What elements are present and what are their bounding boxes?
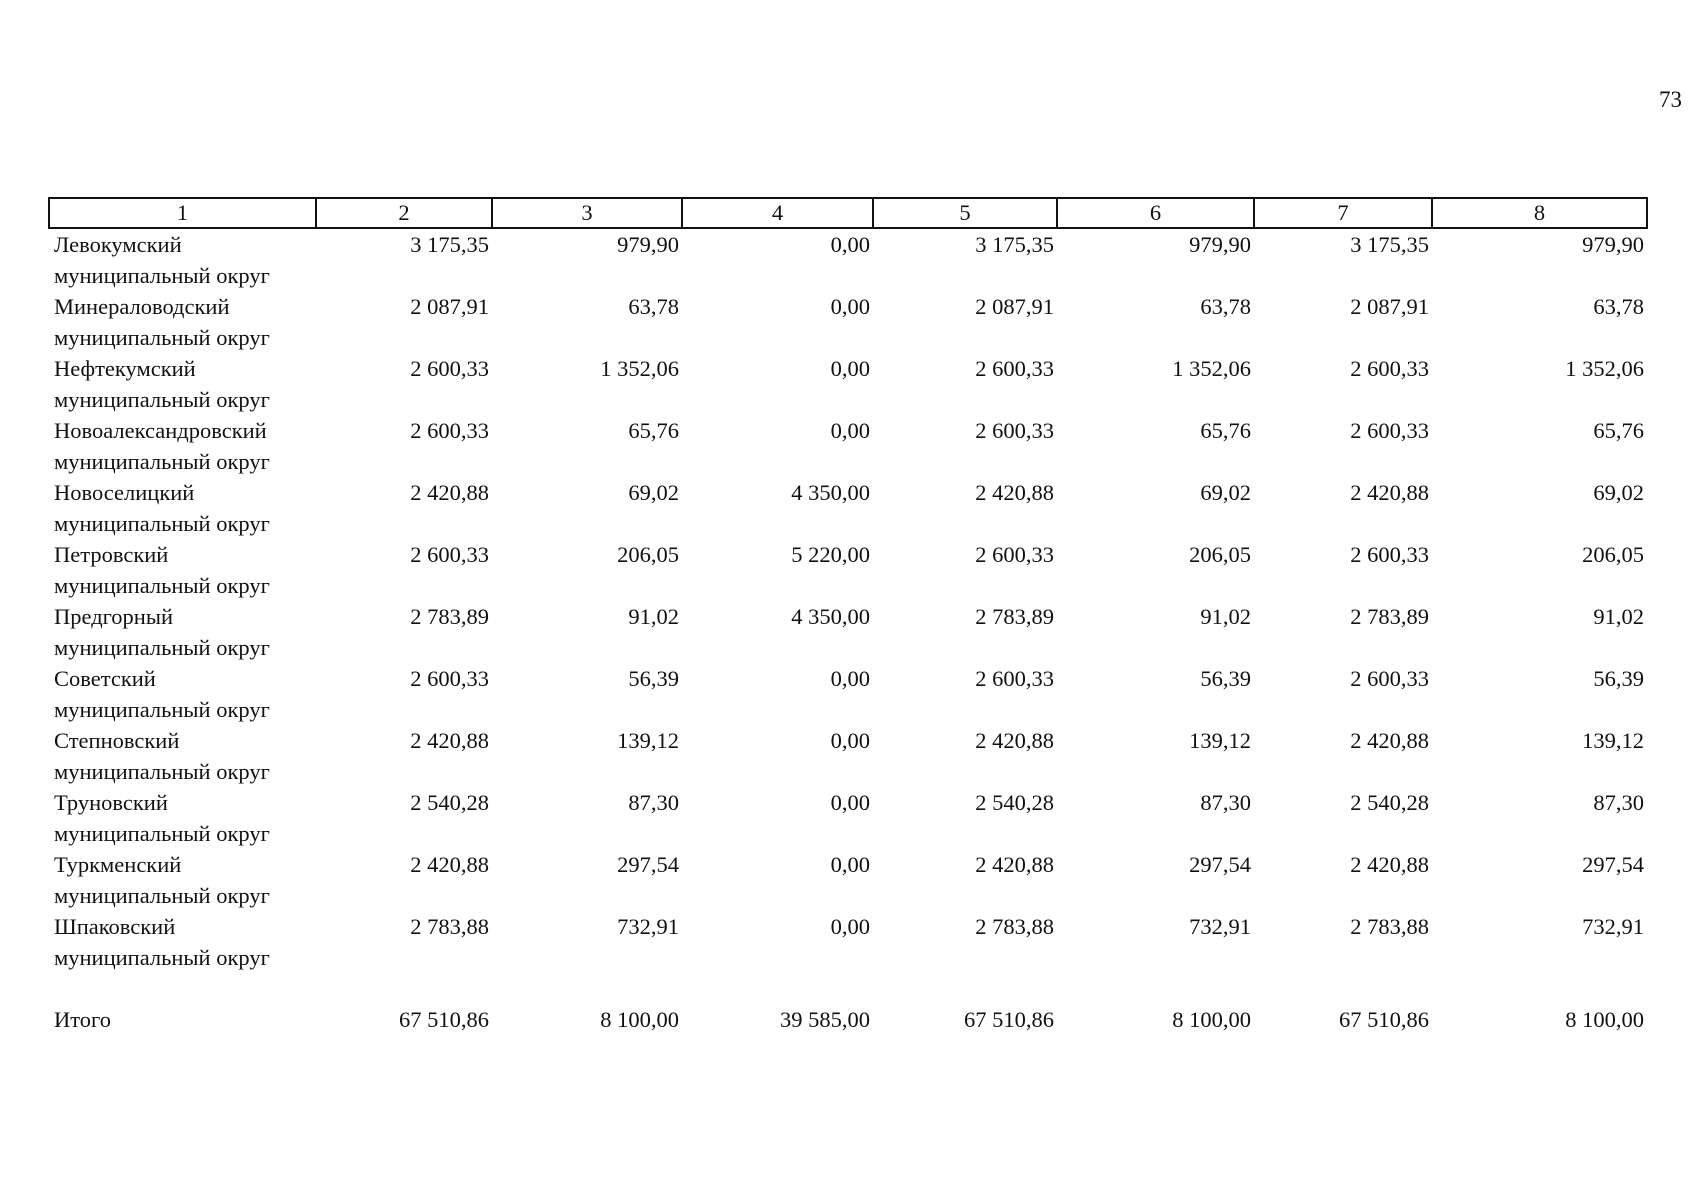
table-row [49,725,1647,787]
table-row [49,663,1647,725]
table-body [49,228,1647,1035]
municipality-name: Петровский [54,542,169,567]
municipality-name: Нефтекумский [54,356,196,381]
table-row [49,415,1647,477]
value-cell-col-2: 2 420,88 [410,728,489,753]
value-cell-col-7: 2 600,33 [1350,356,1429,381]
total-label: Итого [54,1007,111,1032]
value-cell-col-7: 2 600,33 [1350,418,1429,443]
value-cell-col-6: 65,76 [1200,418,1251,443]
municipality-type: муниципальный округ [54,511,270,536]
page-number: 73 [1659,87,1682,112]
municipality-name: Новоселицкий [54,480,195,505]
municipality-name-cell [49,663,316,725]
value-cell-col-4: 0,00 [830,294,870,319]
value-cell-col-8: 56,39 [1593,666,1644,691]
value-cell-col-3: 65,76 [628,418,679,443]
value-cell-col-3: 297,54 [617,852,679,877]
municipality-name-cell [49,353,316,415]
value-cell-col-3: 63,78 [628,294,679,319]
value-cell-col-6: 63,78 [1200,294,1251,319]
value-cell-col-3: 56,39 [628,666,679,691]
value-cell-col-4: 0,00 [830,728,870,753]
value-cell-col-3: 1 352,06 [600,356,679,381]
value-cell-col-6: 69,02 [1200,480,1251,505]
value-cell-col-2: 2 600,33 [410,356,489,381]
value-cell-col-7: 2 783,89 [1350,604,1429,629]
municipality-type: муниципальный округ [54,945,270,970]
municipality-name-cell [49,849,316,911]
municipality-name: Новоалександровский [54,418,267,443]
value-cell-col-6: 297,54 [1189,852,1251,877]
total-value-col-2: 67 510,86 [399,1007,489,1032]
value-cell-col-8: 1 352,06 [1565,356,1644,381]
spacer-cell [1057,973,1254,1004]
value-cell-col-3: 91,02 [628,604,679,629]
value-cell-col-3: 87,30 [628,790,679,815]
spacer-cell [492,973,682,1004]
value-cell-col-4: 4 350,00 [791,604,870,629]
spacer-cell [1432,973,1647,1004]
value-cell-col-2: 2 420,88 [410,852,489,877]
value-cell-col-6: 206,05 [1189,542,1251,567]
column-header: 2 [316,198,492,228]
value-cell-col-6: 56,39 [1200,666,1251,691]
value-cell-col-5: 2 087,91 [975,294,1054,319]
value-cell-col-5: 2 600,33 [975,356,1054,381]
municipality-name-cell [49,477,316,539]
value-cell-col-8: 732,91 [1582,914,1644,939]
total-value-col-5: 67 510,86 [964,1007,1054,1032]
municipality-name: Шпаковский [54,914,176,939]
value-cell-col-5: 2 783,89 [975,604,1054,629]
municipality-name-cell [49,911,316,973]
spacer-row [49,973,1647,1004]
value-cell-col-7: 2 783,88 [1350,914,1429,939]
value-cell-col-8: 139,12 [1582,728,1644,753]
value-cell-col-2: 2 087,91 [410,294,489,319]
column-header: 6 [1057,198,1254,228]
value-cell-col-5: 2 600,33 [975,542,1054,567]
total-value-col-4: 39 585,00 [780,1007,870,1032]
value-cell-col-2: 2 540,28 [410,790,489,815]
municipality-name-cell [49,601,316,663]
value-cell-col-5: 3 175,35 [975,232,1054,257]
column-header: 3 [492,198,682,228]
value-cell-col-4: 5 220,00 [791,542,870,567]
value-cell-col-5: 2 420,88 [975,480,1054,505]
value-cell-col-8: 87,30 [1593,790,1644,815]
municipality-type: муниципальный округ [54,573,270,598]
table-row [49,601,1647,663]
table-row [49,477,1647,539]
column-header: 5 [873,198,1057,228]
spacer-cell [682,973,873,1004]
value-cell-col-7: 2 600,33 [1350,542,1429,567]
value-cell-col-6: 87,30 [1200,790,1251,815]
value-cell-col-8: 69,02 [1593,480,1644,505]
column-header: 8 [1432,198,1647,228]
municipality-name-cell [49,228,316,291]
column-header: 4 [682,198,873,228]
value-cell-col-3: 979,90 [617,232,679,257]
total-value-col-6: 8 100,00 [1172,1007,1251,1032]
value-cell-col-5: 2 600,33 [975,666,1054,691]
value-cell-col-4: 0,00 [830,232,870,257]
column-header: 7 [1254,198,1432,228]
value-cell-col-2: 2 600,33 [410,542,489,567]
table-row [49,291,1647,353]
value-cell-col-4: 0,00 [830,356,870,381]
municipality-type: муниципальный округ [54,449,270,474]
value-cell-col-3: 139,12 [617,728,679,753]
municipality-type: муниципальный округ [54,387,270,412]
value-cell-col-5: 2 540,28 [975,790,1054,815]
municipality-name: Советский [54,666,156,691]
value-cell-col-6: 979,90 [1189,232,1251,257]
spacer-cell [873,973,1057,1004]
data-table [48,197,1648,1035]
value-cell-col-4: 0,00 [830,852,870,877]
value-cell-col-4: 0,00 [830,790,870,815]
value-cell-col-5: 2 420,88 [975,852,1054,877]
value-cell-col-7: 2 420,88 [1350,480,1429,505]
column-header: 1 [49,198,316,228]
value-cell-col-5: 2 600,33 [975,418,1054,443]
value-cell-col-7: 2 420,88 [1350,728,1429,753]
value-cell-col-7: 3 175,35 [1350,232,1429,257]
spacer-cell [316,973,492,1004]
value-cell-col-2: 2 783,89 [410,604,489,629]
value-cell-col-8: 65,76 [1593,418,1644,443]
value-cell-col-4: 4 350,00 [791,480,870,505]
municipality-name-cell [49,787,316,849]
value-cell-col-4: 0,00 [830,914,870,939]
value-cell-col-7: 2 420,88 [1350,852,1429,877]
table-row [49,849,1647,911]
value-cell-col-6: 91,02 [1200,604,1251,629]
table-row [49,911,1647,973]
value-cell-col-2: 2 600,33 [410,418,489,443]
value-cell-col-4: 0,00 [830,666,870,691]
value-cell-col-3: 206,05 [617,542,679,567]
municipality-type: муниципальный округ [54,263,270,288]
value-cell-col-7: 2 600,33 [1350,666,1429,691]
value-cell-col-8: 91,02 [1593,604,1644,629]
value-cell-col-3: 732,91 [617,914,679,939]
municipality-name-cell [49,415,316,477]
value-cell-col-2: 2 783,88 [410,914,489,939]
value-cell-col-6: 732,91 [1189,914,1251,939]
value-cell-col-2: 2 420,88 [410,480,489,505]
spacer-cell [1254,973,1432,1004]
value-cell-col-2: 3 175,35 [410,232,489,257]
value-cell-col-8: 63,78 [1593,294,1644,319]
municipality-name: Труновский [54,790,168,815]
municipality-type: муниципальный округ [54,635,270,660]
value-cell-col-8: 206,05 [1582,542,1644,567]
total-value-col-7: 67 510,86 [1339,1007,1429,1032]
municipality-type: муниципальный округ [54,697,270,722]
municipality-name: Степновский [54,728,180,753]
value-cell-col-4: 0,00 [830,418,870,443]
value-cell-col-8: 979,90 [1582,232,1644,257]
municipality-type: муниципальный округ [54,759,270,784]
municipality-type: муниципальный округ [54,325,270,350]
municipality-name: Левокумский [54,232,182,257]
municipality-name-cell [49,725,316,787]
value-cell-col-6: 1 352,06 [1172,356,1251,381]
table-header-row [49,198,1647,228]
value-cell-col-3: 69,02 [628,480,679,505]
table-row [49,539,1647,601]
municipality-name-cell [49,291,316,353]
table-row [49,353,1647,415]
value-cell-col-5: 2 420,88 [975,728,1054,753]
value-cell-col-7: 2 540,28 [1350,790,1429,815]
total-value-col-8: 8 100,00 [1565,1007,1644,1032]
table-row [49,787,1647,849]
table-row [49,228,1647,291]
total-value-col-3: 8 100,00 [600,1007,679,1032]
municipality-name: Предгорный [54,604,174,629]
total-row [49,1004,1647,1035]
value-cell-col-2: 2 600,33 [410,666,489,691]
municipality-name: Туркменский [54,852,182,877]
value-cell-col-8: 297,54 [1582,852,1644,877]
municipality-name: Минераловодский [54,294,230,319]
value-cell-col-5: 2 783,88 [975,914,1054,939]
value-cell-col-7: 2 087,91 [1350,294,1429,319]
municipality-name-cell [49,539,316,601]
municipality-type: муниципальный округ [54,883,270,908]
spacer-cell [49,973,316,1004]
municipality-type: муниципальный округ [54,821,270,846]
value-cell-col-6: 139,12 [1189,728,1251,753]
